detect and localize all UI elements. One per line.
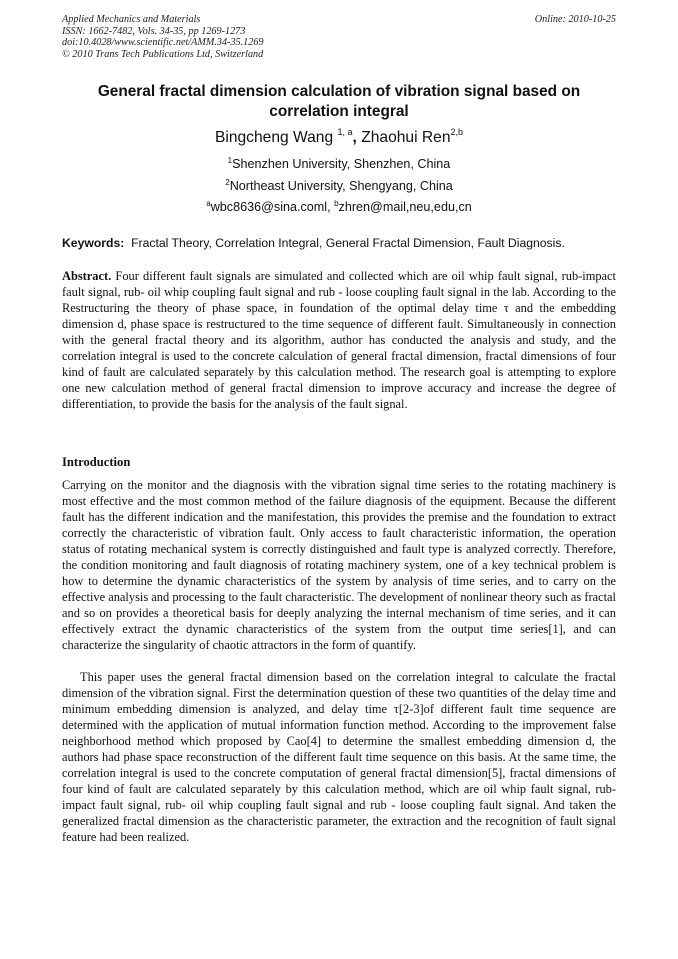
introduction-paragraph-1 — [62, 477, 616, 654]
affiliation-2-mark: 2 — [225, 178, 230, 187]
affiliation-2 — [62, 179, 616, 194]
journal-header — [62, 14, 616, 60]
affiliation-2-text: Northeast University, Shengyang, China — [229, 179, 453, 193]
keywords-label: Keywords: — [62, 236, 125, 250]
copyright-line: © 2010 Trans Tech Publications Ltd, Switzerland — [62, 48, 264, 60]
introduction-paragraph-1-text: Carrying on the monitor and the diagnosis with the vibration signal time series to the rotating machinery is most effective and the most common method of the failure diagnosis of the equipment. Because the different fault has the different indication and the manifestation, this provides the premise and the foundation to extract correctly the characteristic of vibration fault. Only access to fault characteristic information, the operation status of rotating mechanical system is correctly distinguished and fault type is analyzed correctly. Therefore, the condition monitoring and fault diagnosis of rotating machinery system, one of a key technical problem is how to determine the dynamic characteristics of the system by analysis of time series, and to carry on the effective analysis and processing to the fault characteristic. The development of nonlinear theory such as fractal and so on provides a theoretical basis for deeply analyzing the internal mechanism of time series, and it can effectively extract the dynamic characteristics of the system from the output time series[1], and can characterize the singularity of chaotic attractors in the form of quantify. — [62, 478, 616, 653]
email-b-mark: b — [334, 199, 339, 208]
issn-line: ISSN: 1662-7482, Vols. 34-35, pp 1269-1273 — [62, 25, 246, 37]
introduction-paragraph-2-text: This paper uses the general fractal dimension based on the correlation integral to calculate the fractal dimension of the vibration signal. First the determination question of these two quantities of the delay time and minimum embedding dimension is analyzed, and delay time τ[2-3]of different fault time sequence are determined with the application of mutual information function method. According to the improvement false neighborhood method which proposed by Cao[4] to determine the smallest embedding dimension d, the authors had phase space reconstruction of the different fault time sequence on this basis. At the same time, the correlation integral is used to the concrete computation of general fractal dimension[5], fractal dimensions of four kind of fault are calculated separately by this calculation method, which are oil whip fault signal, rub-impact fault signal, rub- oil whip coupling fault signal and rub - loose coupling fault signal. And taken the generalized fractal dimension as the characteristic parameter, the extraction and the recognition of fault signal feature had been realized. — [62, 670, 616, 845]
affiliation-1-text: Shenzhen University, Shenzhen, China — [232, 157, 451, 171]
author-2-name: Zhaohui Ren — [361, 129, 451, 146]
author-2-affil-mark: 2,b — [450, 127, 464, 137]
online-date: Online: 2010-10-25 — [534, 14, 616, 25]
abstract-block — [62, 268, 616, 412]
email-b: zhren@mail,neu,edu,cn — [338, 200, 472, 214]
email-a-mark: a — [206, 199, 211, 208]
affiliation-1 — [62, 157, 616, 172]
keywords-block — [62, 236, 616, 251]
email-a: wbc8636@sina.coml, — [210, 200, 335, 214]
author-1-affil-mark: 1, a — [337, 127, 353, 137]
journal-name: Applied Mechanics and Materials — [62, 14, 201, 25]
introduction-heading: Introduction — [62, 455, 131, 469]
doi-line: doi:10.4028/www.scientific.net/AMM.34-35.1269 — [62, 37, 264, 49]
affiliation-1-mark: 1 — [227, 156, 233, 165]
email-line — [62, 200, 616, 215]
author-separator: , — [352, 129, 357, 146]
keywords-text: Fractal Theory, Correlation Integral, General Fractal Dimension, Fault Diagnosis. — [131, 236, 565, 250]
introduction-paragraph-2 — [62, 669, 616, 846]
abstract-text: Four different fault signals are simulated and collected which are oil whip fault signal, rub-impact fault signal, rub- oil whip coupling fault signal and rub - loose coupling fault signal in the lab. According to the Restructuring the theory of phase space, in foundation of the optimal delay time τ and the embedding dimension d, phase space is restructured to the time sequence of different fault. Simultaneously in connection with the general fractal theory and its algorithm, author has conducted the analysis and study, and the correlation integral is used to the concrete calculation of general fractal dimension, fractal dimensions of four kind of fault are calculated separately by this calculation method. The research goal is attempting to explore one new calculation method of general fractal dimension to improve accuracy and increase the degree of differentiation, to provide the basis for the analysis of the fault signal. — [62, 269, 616, 412]
paper-title: General fractal dimension calculation of vibration signal based on correlation integral — [97, 83, 581, 120]
abstract-label: Abstract. — [62, 269, 112, 283]
author-line — [62, 128, 616, 148]
author-1-name: Bingcheng Wang — [214, 129, 334, 146]
